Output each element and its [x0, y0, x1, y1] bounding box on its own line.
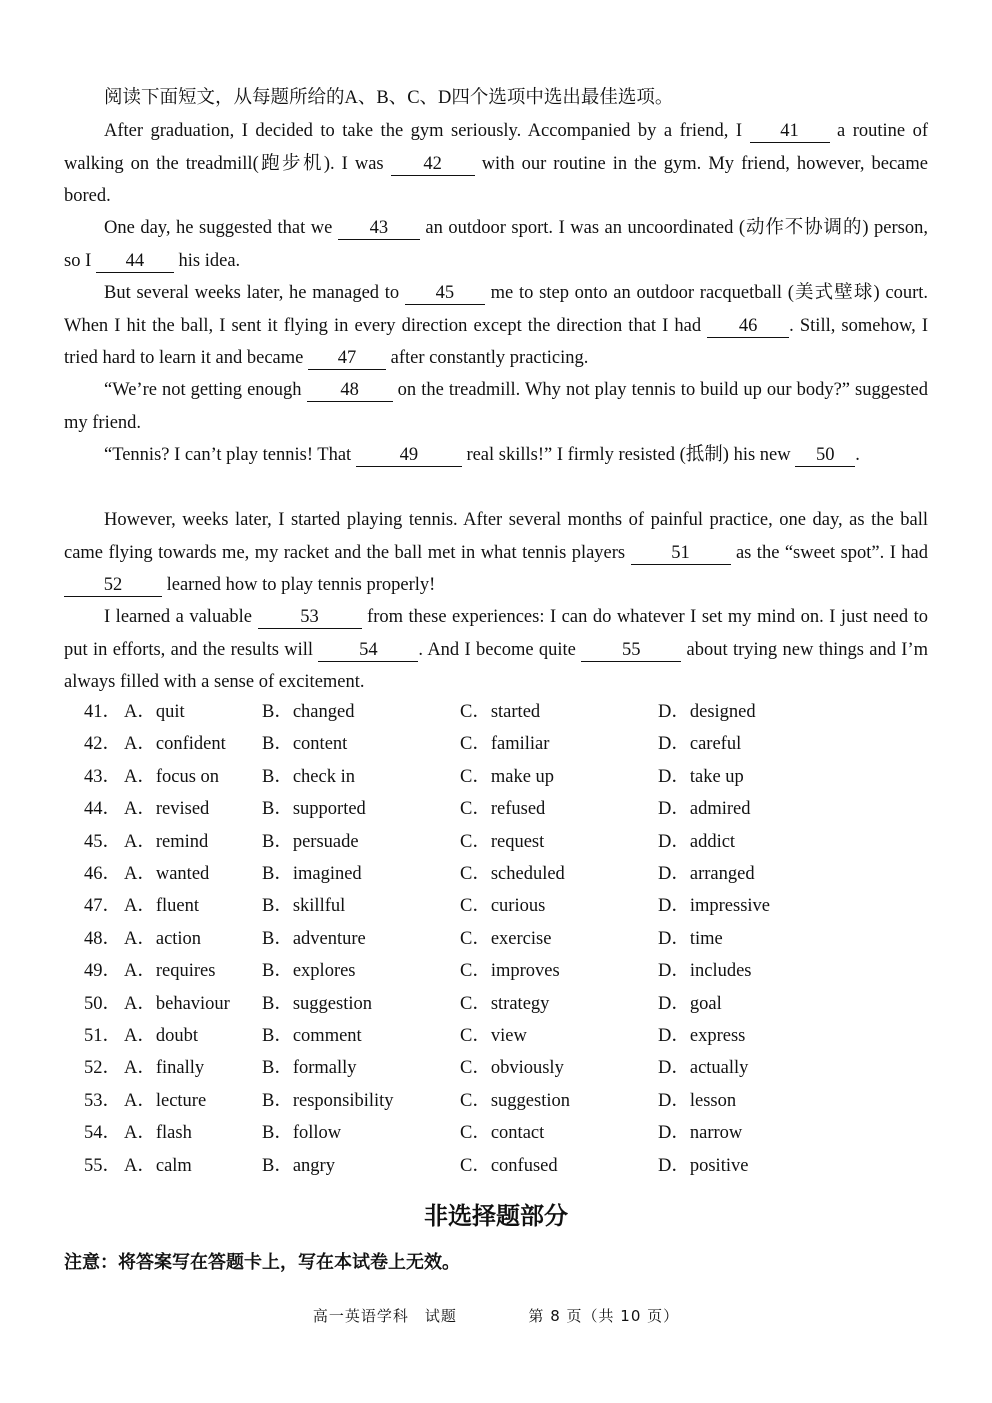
text: “We’re not getting enough: [104, 380, 307, 400]
passage-paragraph-7: [64, 601, 928, 699]
question-number: 42．: [84, 734, 122, 755]
option-row-41: [0, 697, 992, 729]
option-b: B．explores: [262, 961, 356, 982]
option-a: A．revised: [124, 799, 210, 820]
option-b: B．comment: [262, 1026, 362, 1046]
option-d: D．actually: [658, 1058, 749, 1079]
option-row-52: [0, 1053, 992, 1085]
blank-47: 47: [308, 347, 386, 370]
option-b: B．content: [262, 734, 348, 755]
text: One day, he suggested that we: [104, 218, 338, 238]
option-d: D．impressive: [658, 896, 771, 917]
option-a: A．requires: [124, 961, 216, 982]
option-c: C．view: [460, 1026, 527, 1046]
option-d: D．addict: [658, 831, 736, 852]
option-c: C．strategy: [460, 993, 550, 1014]
question-number: 55．: [84, 1155, 122, 1176]
blank-45: 45: [405, 282, 485, 305]
option-row-44: [0, 794, 992, 826]
option-d: D．admired: [658, 799, 751, 820]
option-b: B．check in: [262, 766, 355, 787]
option-row-46: [0, 859, 992, 891]
option-c: C．obviously: [460, 1058, 564, 1079]
text: me to step onto an outdoor racquetball (美式壁球) court. When I hit the ball, I sent it flying in every direction except the direction that I had: [64, 283, 929, 336]
option-b: B．persuade: [262, 831, 359, 852]
blank-50: 50: [795, 444, 855, 467]
option-c: C．contact: [460, 1123, 545, 1144]
option-row-45: [0, 827, 992, 859]
option-a: A．wanted: [124, 864, 210, 884]
option-b: B．skillful: [262, 896, 346, 917]
option-a: A．focus on: [124, 766, 220, 787]
text: learned how to play tennis properly!: [162, 575, 436, 595]
option-a: A．finally: [124, 1058, 205, 1079]
option-d: D．narrow: [658, 1123, 743, 1144]
option-c: C．confused: [460, 1155, 558, 1176]
blank-51: 51: [631, 542, 731, 565]
option-b: B．responsibility: [262, 1090, 394, 1111]
answer-notice: 注意：将答案写在答题卡上，写在本试卷上无效。: [64, 1252, 460, 1273]
text: on the treadmill. Why not play tennis to build up our body?” suggested my friend.: [64, 380, 928, 433]
option-a: A．action: [124, 928, 202, 949]
blank-52: 52: [64, 574, 162, 597]
option-b: B．angry: [262, 1155, 335, 1176]
option-row-54: [0, 1118, 992, 1150]
text: After graduation, I decided to take the gym seriously. Accompanied by a friend, I: [104, 121, 750, 141]
blank-54: 54: [318, 639, 418, 662]
text: . Still, somehow, I tried hard to learn it and became: [64, 315, 929, 368]
option-d: D．express: [658, 1026, 746, 1046]
option-b: B．suggestion: [262, 993, 372, 1014]
text: I learned a valuable: [104, 607, 258, 627]
question-number: 43．: [84, 766, 122, 787]
text: after constantly practicing.: [386, 348, 589, 368]
option-d: D．goal: [658, 993, 722, 1014]
option-a: A．flash: [124, 1123, 192, 1144]
option-a: A．calm: [124, 1155, 192, 1176]
option-a: A．quit: [124, 702, 185, 722]
option-b: B．imagined: [262, 864, 362, 884]
option-row-48: [0, 924, 992, 956]
option-row-55: [0, 1151, 992, 1183]
instruction: 阅读下面短文，从每题所给的A、B、C、D四个选项中选出最佳选项。: [104, 88, 674, 108]
text: a routine of walking on the treadmill(跑步机). I was: [64, 121, 928, 174]
text: an outdoor sport. I was an uncoordinated (动作不协调的) person, so I: [64, 218, 928, 271]
option-b: B．changed: [262, 702, 355, 722]
blank-48: 48: [307, 379, 393, 402]
question-number: 53．: [84, 1090, 122, 1111]
option-d: D．arranged: [658, 864, 755, 884]
blank-42: 42: [391, 153, 475, 176]
option-row-43: [0, 762, 992, 794]
option-b: B．supported: [262, 799, 366, 820]
text: with our routine in the gym. My friend, however, became bored.: [64, 153, 928, 206]
option-d: D．includes: [658, 961, 752, 982]
question-number: 45．: [84, 831, 122, 852]
option-row-49: [0, 956, 992, 988]
question-number: 50．: [84, 993, 122, 1014]
option-d: D．careful: [658, 734, 742, 755]
option-d: D．take up: [658, 766, 744, 787]
blank-55: 55: [581, 639, 681, 662]
question-number: 48．: [84, 928, 122, 949]
option-c: C．make up: [460, 766, 555, 787]
passage-paragraph-4: [64, 374, 928, 439]
blank-49: 49: [356, 444, 462, 467]
footer-subject: 高一英语学科 试题: [312, 1307, 457, 1325]
blank-43: 43: [338, 217, 420, 240]
blank-46: 46: [707, 315, 789, 338]
option-a: A．doubt: [124, 1026, 199, 1046]
option-c: C．started: [460, 702, 541, 722]
option-d: D．time: [658, 928, 723, 949]
question-number: 44．: [84, 799, 122, 820]
option-row-51: [0, 1021, 992, 1053]
option-d: D．positive: [658, 1155, 749, 1176]
option-a: A．confident: [124, 734, 226, 755]
option-c: C．exercise: [460, 928, 552, 949]
text: However, weeks later, I started playing tennis. After several months of painful practice, one day, as the ball came flying towards me, my racket and the ball met in what tennis players: [64, 510, 928, 563]
option-c: C．curious: [460, 896, 546, 917]
option-a: A．fluent: [124, 896, 200, 917]
option-c: C．improves: [460, 961, 560, 982]
text: “Tennis? I can’t play tennis! That: [104, 445, 356, 465]
option-a: A．remind: [124, 831, 209, 852]
passage-paragraph-3: [64, 277, 928, 375]
question-number: 49．: [84, 961, 122, 982]
text: But several weeks later, he managed to: [104, 283, 405, 303]
text: . And I become quite: [418, 639, 582, 660]
option-row-53: [0, 1086, 992, 1118]
option-c: C．scheduled: [460, 864, 565, 884]
footer-page-number: 第 8 页（共 10 页）: [528, 1307, 680, 1325]
passage-paragraph-5: [64, 439, 928, 472]
passage-paragraph-2: [64, 212, 928, 277]
text: his idea.: [173, 250, 241, 271]
option-b: B．follow: [262, 1123, 342, 1144]
question-number: 47．: [84, 896, 122, 917]
option-row-47: [0, 891, 992, 923]
option-d: D．lesson: [658, 1090, 737, 1111]
option-c: C．refused: [460, 799, 546, 820]
passage-paragraph-6: [64, 504, 928, 602]
question-number: 52．: [84, 1058, 122, 1079]
option-d: D．designed: [658, 702, 756, 722]
option-c: C．suggestion: [460, 1090, 570, 1111]
option-row-50: [0, 989, 992, 1021]
option-b: B．adventure: [262, 928, 366, 949]
option-b: B．formally: [262, 1058, 357, 1079]
blank-53: 53: [258, 606, 362, 629]
option-c: C．familiar: [460, 734, 550, 755]
text: about trying new things and I’m always filled with a sense of excitement.: [64, 639, 929, 692]
blank-44: 44: [96, 250, 174, 273]
question-number: 54．: [84, 1123, 122, 1144]
section-title: 非选择题部分: [424, 1202, 568, 1230]
blank-41: 41: [750, 120, 830, 143]
option-a: A．behaviour: [124, 993, 230, 1014]
option-c: C．request: [460, 831, 545, 852]
text: from these experiences: I can do whatever I set my mind on. I just need to put in efforts, and the results will: [64, 607, 928, 660]
question-number: 51．: [84, 1026, 122, 1046]
passage-paragraph-1: [64, 115, 928, 213]
question-number: 41．: [84, 702, 122, 722]
page-footer: [0, 1305, 992, 1326]
text: real skills!” I firmly resisted (抵制) his new: [461, 445, 796, 465]
question-number: 46．: [84, 864, 122, 884]
text: .: [855, 445, 860, 465]
option-row-42: [0, 729, 992, 761]
option-a: A．lecture: [124, 1090, 207, 1111]
text: as the “sweet spot”. I had: [730, 542, 928, 563]
